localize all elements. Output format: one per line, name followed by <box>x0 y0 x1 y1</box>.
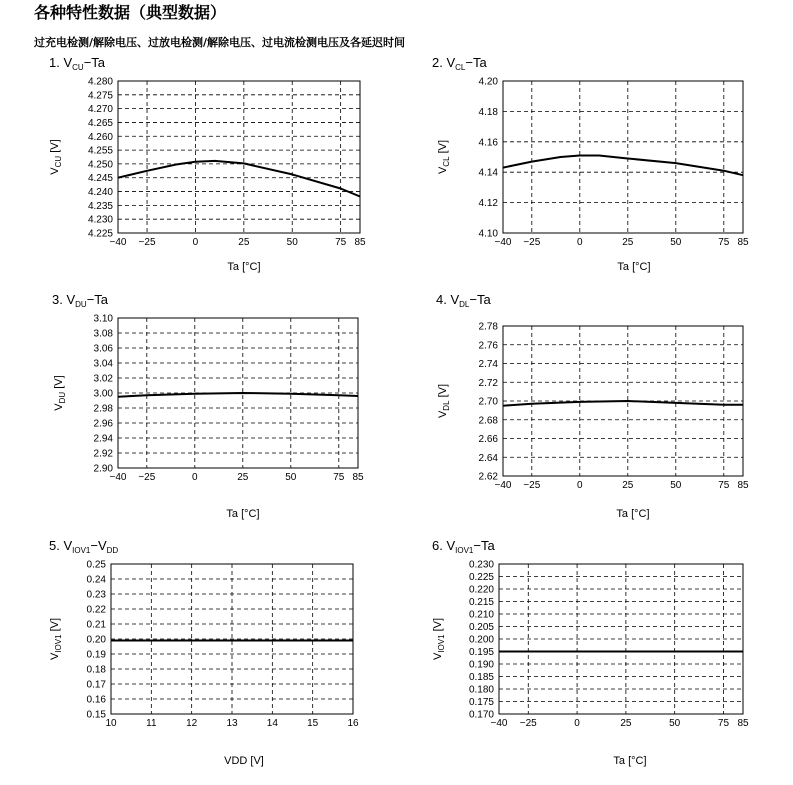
x-tick-label: 75 <box>335 237 347 248</box>
y-axis-label-unit: [V] <box>49 617 61 635</box>
y-tick-label: 0.21 <box>86 619 106 631</box>
x-tick-label: 16 <box>347 718 359 729</box>
chart-viov1-vdd <box>49 538 359 767</box>
x-tick-label: 10 <box>105 718 117 729</box>
y-axis-label <box>437 384 451 418</box>
y-tick-label: 2.96 <box>93 418 113 430</box>
y-tick-label: 0.225 <box>468 572 494 583</box>
x-tick-label: 15 <box>307 718 319 729</box>
plot-frame <box>118 81 360 233</box>
y-tick-label: 0.205 <box>468 622 494 633</box>
x-tick-label: 25 <box>622 237 634 248</box>
chart-title-suffix: −Ta <box>83 55 106 70</box>
y-tick-label: 4.12 <box>478 198 498 210</box>
chart-title-prefix: 3. V <box>52 292 76 307</box>
y-axis-label-main: V <box>49 652 61 661</box>
y-tick-label: 0.17 <box>86 679 106 691</box>
x-tick-label: −25 <box>523 480 541 491</box>
x-tick-label: 14 <box>266 718 278 729</box>
y-tick-label: 0.15 <box>86 709 106 721</box>
chart-title-prefix: 1. V <box>49 55 73 70</box>
y-tick-label: 2.64 <box>478 452 498 464</box>
chart-title-prefix: 6. V <box>432 538 456 553</box>
y-tick-label: 4.16 <box>478 137 498 149</box>
y-axis-label <box>49 139 63 174</box>
y-tick-label: 0.175 <box>468 697 494 708</box>
y-tick-label: 4.245 <box>87 173 113 185</box>
chart-title-suffix: −V <box>90 538 107 553</box>
x-tick-label: −25 <box>138 237 156 248</box>
x-tick-label: −25 <box>523 237 541 248</box>
x-tick-label: 25 <box>237 472 249 483</box>
x-tick-label: 0 <box>192 472 198 483</box>
y-tick-label: 4.260 <box>87 131 113 143</box>
x-tick-label: 50 <box>670 480 682 491</box>
y-tick-label: 3.10 <box>93 313 113 325</box>
y-tick-label: 2.66 <box>478 434 498 445</box>
chart-title-suffix: −Ta <box>473 538 495 553</box>
y-axis-label-unit: [V] <box>437 383 449 401</box>
y-axis-label-sub: DL <box>442 400 451 411</box>
y-tick-label: 2.68 <box>478 415 498 427</box>
y-axis-label-main: V <box>49 167 61 175</box>
y-axis-label <box>432 618 446 660</box>
chart-vcl-ta <box>432 55 749 273</box>
y-tick-label: 0.200 <box>468 634 494 646</box>
y-axis-label-main: V <box>437 166 449 175</box>
y-tick-label: 3.08 <box>93 328 113 340</box>
x-tick-label: −25 <box>519 718 537 729</box>
chart-title <box>432 538 495 555</box>
x-tick-label: 11 <box>146 718 157 729</box>
y-tick-label: 4.280 <box>87 76 113 88</box>
y-tick-label: 4.18 <box>478 106 498 118</box>
y-axis-label <box>437 140 451 174</box>
y-tick-label: 3.00 <box>93 388 113 400</box>
x-tick-label: −40 <box>109 472 127 483</box>
series-line <box>118 393 358 397</box>
x-tick-label: 13 <box>226 718 238 729</box>
x-tick-label: 0 <box>577 237 583 248</box>
y-tick-label: 0.170 <box>468 709 494 721</box>
y-tick-label: 0.24 <box>86 574 106 586</box>
chart-vdu-ta <box>52 292 364 520</box>
chart-vdl-ta <box>436 292 749 520</box>
y-tick-label: 4.250 <box>87 159 113 171</box>
chart-title-prefix: 2. V <box>432 55 456 70</box>
y-tick-label: 0.230 <box>468 559 494 571</box>
y-tick-label: 3.02 <box>93 373 113 385</box>
y-tick-label: 2.76 <box>478 340 498 352</box>
chart-title <box>49 55 106 72</box>
y-tick-label: 4.275 <box>87 90 113 102</box>
x-tick-label: 85 <box>354 237 366 248</box>
chart-title <box>52 292 109 309</box>
y-tick-label: 2.98 <box>93 403 113 415</box>
y-axis-label-sub: IOV1 <box>437 634 446 653</box>
chart-title <box>49 538 118 555</box>
y-axis-label-sub: CU <box>54 155 63 168</box>
y-tick-label: 4.235 <box>87 200 113 212</box>
y-axis-label <box>49 618 63 660</box>
x-tick-label: −25 <box>138 472 156 483</box>
y-tick-label: 4.255 <box>87 145 113 157</box>
y-tick-label: 0.180 <box>468 684 494 696</box>
y-tick-label: 0.20 <box>86 634 106 646</box>
x-axis-label: Ta [°C] <box>617 261 651 273</box>
y-tick-label: 0.210 <box>468 609 494 621</box>
x-tick-label: 12 <box>186 718 198 729</box>
x-tick-label: 0 <box>192 237 199 248</box>
chart-title-sub: DL <box>459 300 470 309</box>
y-axis-label-unit: [V] <box>49 139 61 156</box>
x-tick-label: 75 <box>718 480 730 491</box>
chart-title-sub: IOV1 <box>72 546 91 555</box>
y-axis-label-main: V <box>53 403 65 411</box>
x-tick-label: 50 <box>286 237 298 248</box>
y-tick-label: 2.62 <box>478 471 498 483</box>
x-tick-label: −40 <box>109 237 127 248</box>
x-tick-label: 0 <box>574 718 580 729</box>
y-axis-label-sub: DU <box>58 391 67 404</box>
chart-viov1-ta <box>432 538 749 767</box>
x-axis-label: Ta [°C] <box>616 508 650 520</box>
y-tick-label: 0.18 <box>86 664 106 676</box>
y-axis-label-main: V <box>437 410 449 419</box>
x-tick-label: −40 <box>494 237 512 248</box>
y-tick-label: 4.20 <box>478 76 498 88</box>
y-axis-label-unit: [V] <box>437 139 449 157</box>
page-subtitle: 过充电检测/解除电压、过放电检测/解除电压、过电流检测电压及各延迟时间 <box>34 36 406 49</box>
y-tick-label: 4.14 <box>478 167 498 179</box>
chart-title-suffix: −Ta <box>86 292 109 307</box>
y-tick-label: 2.70 <box>478 396 498 408</box>
x-tick-label: 25 <box>622 480 634 491</box>
y-tick-label: 4.10 <box>478 228 498 240</box>
y-tick-label: 4.270 <box>87 104 113 116</box>
chart-title-prefix: 4. V <box>436 292 460 307</box>
y-tick-label: 2.72 <box>478 377 498 389</box>
y-tick-label: 0.220 <box>468 584 494 596</box>
y-tick-label: 3.04 <box>93 358 113 370</box>
chart-title-sub: DU <box>75 300 87 309</box>
chart-title-sub: IOV1 <box>455 546 474 555</box>
x-tick-label: 85 <box>737 237 749 248</box>
x-tick-label: −40 <box>490 718 508 729</box>
chart-title-suffix: −Ta <box>469 292 491 307</box>
x-tick-label: 75 <box>717 718 730 729</box>
y-tick-label: 0.185 <box>468 672 494 683</box>
y-tick-label: 4.240 <box>87 187 113 199</box>
x-axis-label: Ta [°C] <box>227 261 261 273</box>
series-line <box>503 401 743 406</box>
y-tick-label: 0.215 <box>468 597 494 608</box>
chart-title-sub2: DD <box>106 546 119 555</box>
page-title: 各种特性数据（典型数据） <box>34 3 227 22</box>
y-axis-label-sub: CL <box>442 156 451 167</box>
x-tick-label: 50 <box>669 718 681 729</box>
y-axis-label-unit: [V] <box>53 375 65 392</box>
chart-title-sub: CL <box>455 63 466 72</box>
chart-title <box>436 292 491 309</box>
x-tick-label: 85 <box>737 718 749 729</box>
y-tick-label: 2.92 <box>93 448 113 460</box>
y-tick-label: 0.19 <box>86 649 106 661</box>
y-tick-label: 0.22 <box>86 604 106 616</box>
y-tick-label: 4.225 <box>87 228 113 240</box>
chart-title-sub: CU <box>72 63 84 72</box>
y-tick-label: 0.16 <box>86 694 106 706</box>
y-tick-label: 0.23 <box>86 589 106 601</box>
y-axis-label-main: V <box>432 652 444 661</box>
x-tick-label: 85 <box>737 480 749 491</box>
y-tick-label: 0.195 <box>468 647 494 658</box>
chart-title-prefix: 5. V <box>49 538 73 553</box>
x-tick-label: 50 <box>670 237 682 248</box>
y-tick-label: 2.90 <box>93 463 113 475</box>
y-tick-label: 0.190 <box>468 659 494 671</box>
y-tick-label: 4.265 <box>87 117 113 129</box>
chart-vcu-ta <box>49 55 366 273</box>
x-tick-label: 50 <box>285 472 297 483</box>
x-axis-label: VDD [V] <box>224 755 264 767</box>
y-axis-label-sub: IOV1 <box>54 634 63 653</box>
y-axis-label-unit: [V] <box>432 617 444 635</box>
y-tick-label: 2.74 <box>478 359 498 370</box>
y-tick-label: 2.94 <box>93 433 113 445</box>
x-axis-label: Ta [°C] <box>226 508 260 520</box>
chart-title-suffix: −Ta <box>465 55 487 70</box>
x-tick-label: −40 <box>494 480 512 491</box>
x-tick-label: 85 <box>352 472 364 483</box>
chart-title <box>432 55 487 72</box>
x-tick-label: 25 <box>620 718 632 729</box>
x-tick-label: 75 <box>718 237 730 248</box>
y-tick-label: 3.06 <box>93 343 113 355</box>
x-tick-label: 75 <box>333 472 345 483</box>
x-axis-label: Ta [°C] <box>613 755 647 767</box>
y-tick-label: 2.78 <box>478 321 498 333</box>
y-axis-label <box>53 375 67 410</box>
y-tick-label: 0.25 <box>86 559 106 571</box>
x-tick-label: 25 <box>238 237 250 248</box>
y-tick-label: 4.230 <box>87 214 113 226</box>
x-tick-label: 0 <box>577 480 583 491</box>
